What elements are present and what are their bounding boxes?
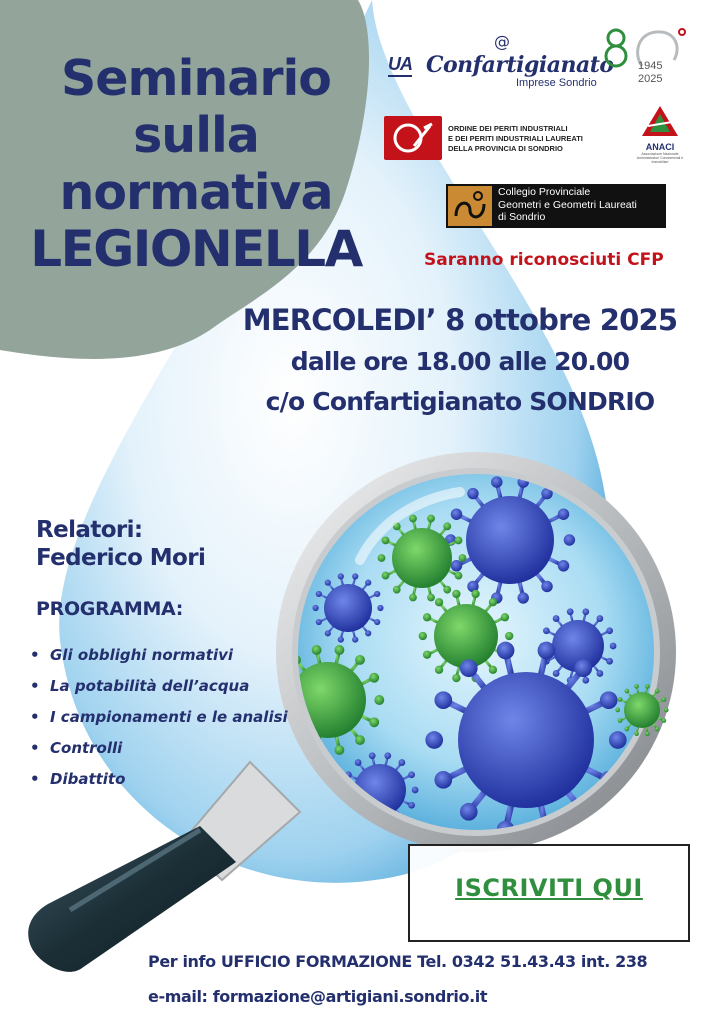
page-title [26,50,366,278]
periti-line-1: ORDINE DEI PERITI INDUSTRIALI [448,124,568,133]
periti-emblem-icon [384,116,442,160]
anniversary-year-end: 2025 [638,73,663,85]
at-icon: @ [494,32,510,51]
periti-line-3: DELLA PROVINCIA DI SONDRIO [448,144,563,153]
confartigianato-name: Confartigianato [426,52,614,78]
geometri-logo [446,184,666,228]
event-time: dalle ore 18.00 alle 20.00 [290,347,630,376]
periti-line-2: E DEI PERITI INDUSTRIALI LAUREATI [448,134,583,143]
program-list [30,640,290,795]
confartigianato-logo [388,30,688,92]
register-button-label[interactable]: ISCRIVITI QUI [455,874,643,902]
register-button[interactable] [408,844,690,942]
anaci-name: ANACI [645,142,675,152]
speakers-block [36,516,205,572]
geometri-line-3: di Sondrio [498,211,546,223]
ua-mark: UA [388,54,412,77]
geometri-emblem-icon [448,186,492,226]
title-line-1: Seminario [61,50,331,107]
anaci-emblem-icon [640,104,680,138]
program-item: • I campionamenti e le analisi [30,702,290,733]
geometri-line-2: Geometri e Geometri Laureati [498,198,637,211]
title-line-4: LEGIONELLA [30,220,362,278]
title-line-3: normativa [59,164,333,221]
speakers-label: Relatori: [36,517,143,543]
contact-email[interactable]: e-mail: formazione@artigiani.sondrio.it [148,987,488,1006]
program-label: PROGRAMMA: [36,598,184,620]
event-date: MERCOLEDI’ 8 ottobre 2025 [242,303,678,337]
anniversary-year-start: 1945 [638,60,663,72]
contact-info: Per info UFFICIO FORMAZIONE Tel. 0342 51.43.43 int. 238 [148,952,648,971]
speaker-name: Federico Mori [36,545,206,571]
event-place: c/o Confartigianato SONDRIO [265,387,655,416]
program-item: • Gli obblighi normativi [30,640,290,671]
program-item: • La potabilità dell’acqua [30,671,290,702]
title-line-2: sulla [133,107,259,164]
periti-industriali-logo [384,116,614,162]
geometri-line-1: Collegio Provinciale [498,186,591,198]
anaci-logo [632,104,688,174]
anaci-sub: Associazione Nazionale Amministratori Condominiali e Immobiliari [636,152,684,164]
confartigianato-sub: Imprese Sondrio [516,77,597,89]
program-item: • Dibattito [30,764,290,795]
program-item: • Controlli [30,733,290,764]
cfp-notice: Saranno riconosciuti CFP [424,250,664,270]
